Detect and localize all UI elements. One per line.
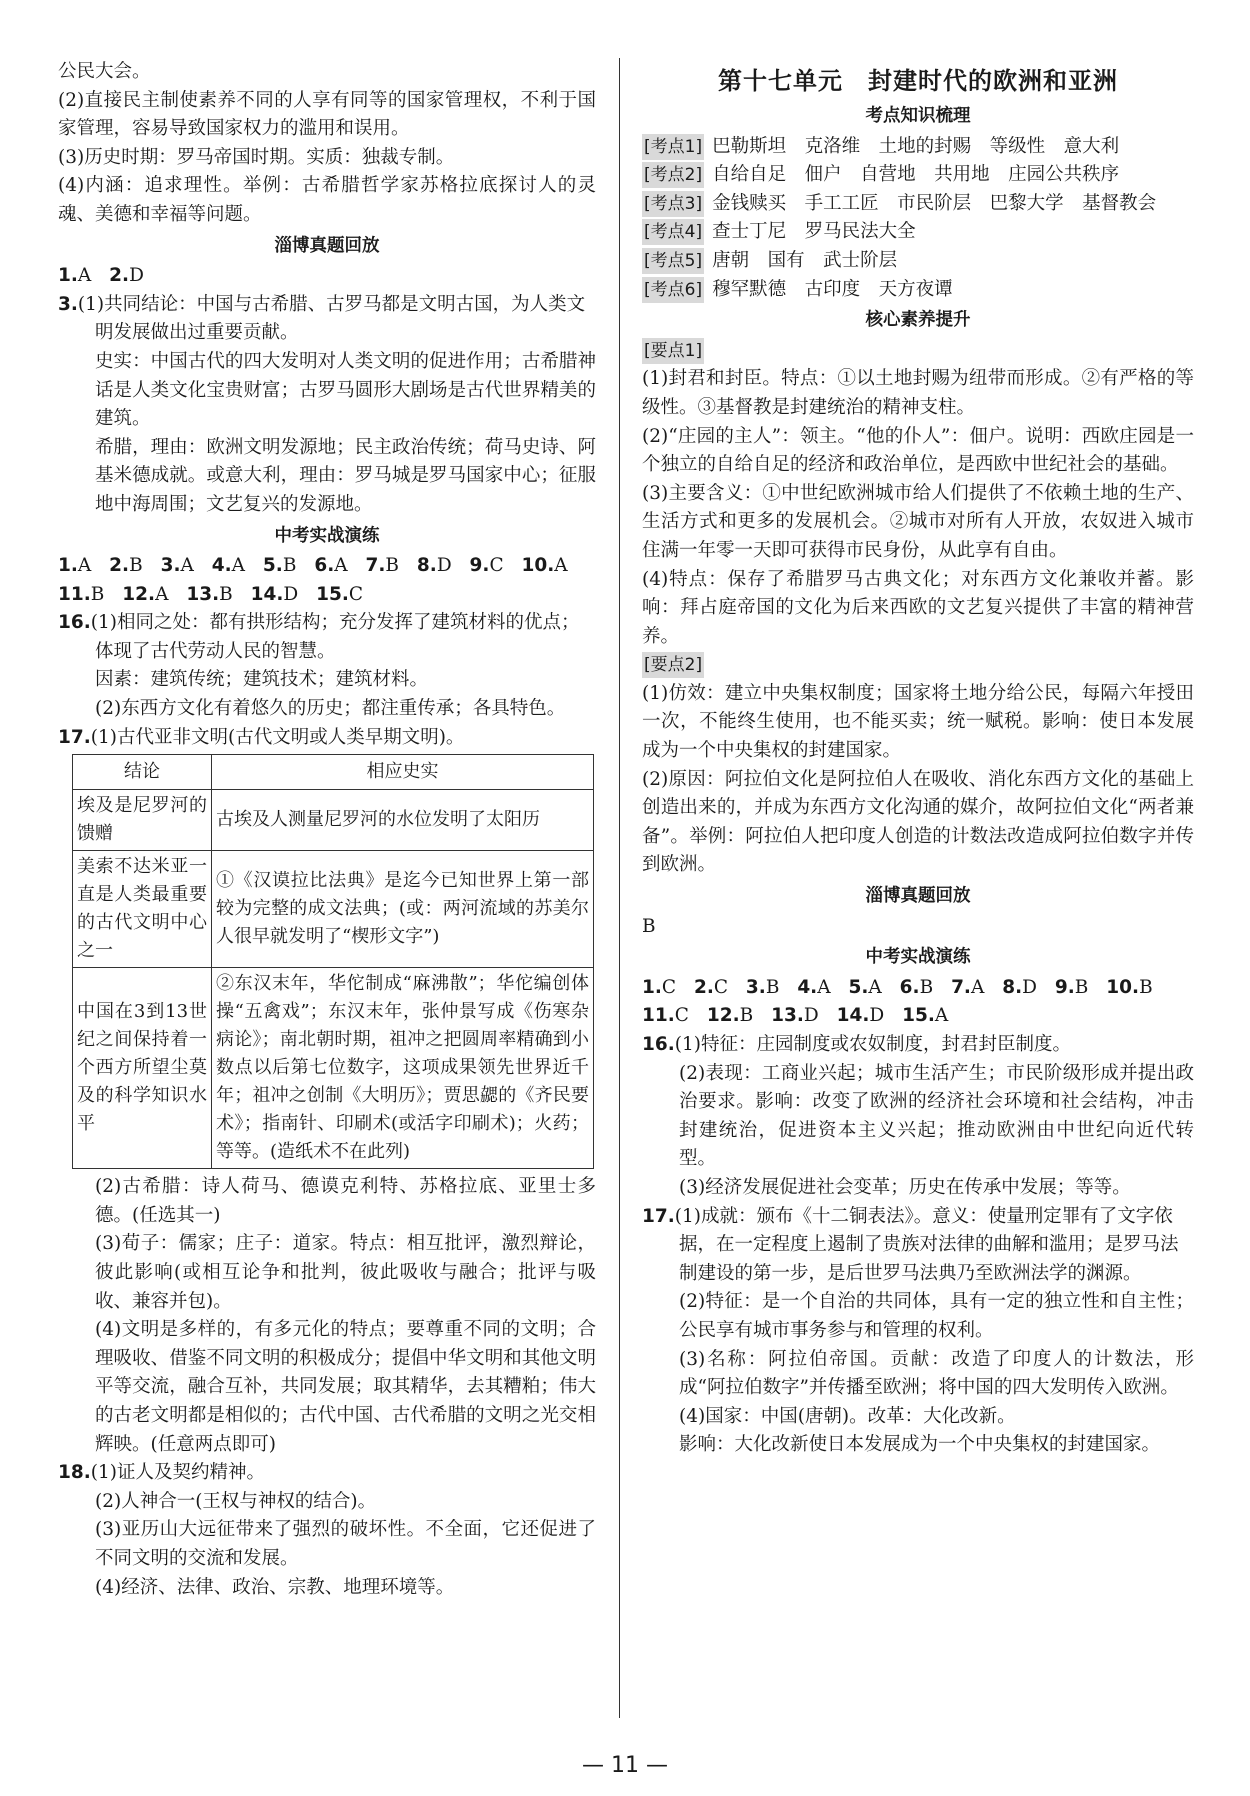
kaodian-item: [考点1] 巴勒斯坦 克洛维 土地的封赐 等级性 意大利: [642, 133, 1194, 162]
answer-item: 13.B: [186, 583, 233, 605]
question-17: 17.(1)成就：颁布《十二铜表法》。意义：使量刑定罪有了文字依据，在一定程度上遏制了贵族对法律的曲解和滥用；是罗马法制建设的第一步，是后世罗马法典乃至欧洲法学的渊源。: [642, 1205, 1179, 1284]
answer-text: (2)古希腊：诗人荷马、德谟克利特、苏格拉底、亚里士多德。(任选其一): [95, 1176, 596, 1226]
table-cell: ②东汉末年，华佗制成“麻沸散”；华佗编创体操“五禽戏”；东汉末年，张仲景写成《伤寒杂病论》；南北朝时期，祖冲之把圆周率精确到小数点以后第七位数字，这项成果领先世界近千年；祖冲之创制《大明历》；贾思勰的《齐民要术》；指南针、印刷术(或活字印刷术)；火药；等等。(造纸术不在此列): [212, 968, 594, 1169]
kaodian-item: [考点4] 查士丁尼 罗马民法大全: [642, 218, 1194, 247]
answer-item: 7.A: [951, 976, 985, 998]
answer-text: (3)亚历山大远征带来了强烈的破坏性。不全面，它还促进了不同文明的交流和发展。: [95, 1519, 596, 1569]
answer-item: 3.A: [160, 555, 194, 577]
answer-text: (2)特征：是一个自治的共同体，具有一定的独立性和自主性；公民享有城市事务参与和管理的权利。: [679, 1291, 1194, 1341]
table-cell: 中国在3到13世纪之间保持着一个西方所望尘莫及的科学知识水平: [73, 968, 212, 1169]
section-heading: 考点知识梳理: [865, 106, 971, 126]
answer-item: 2.B: [109, 555, 143, 577]
table-cell: 埃及是尼罗河的馈赠: [73, 790, 212, 851]
answer-item: 11.C: [642, 1005, 689, 1027]
question-3: 3.(1)共同结论：中国与古希腊、古罗马都是文明古国，为人类文明发展做出过重要贡献。: [58, 293, 586, 344]
answer-text: 公民大会。: [58, 61, 151, 82]
kaodian-item: [考点3] 金钱赎买 手工工匠 市民阶层 巴黎大学 基督教会: [642, 190, 1194, 219]
section-heading: 核心素养提升: [865, 310, 971, 331]
kaodian-tag: [考点2]: [642, 162, 704, 188]
answer-item: 5.A: [848, 976, 882, 998]
section-heading: 淄博真题回放: [865, 886, 971, 907]
answer-text: 影响：大化改新使日本发展成为一个中央集权的封建国家。: [679, 1434, 1161, 1456]
kaodian-item: [考点2] 自给自足 佃户 自营地 共用地 庄园公共秩序: [642, 161, 1194, 190]
answer-text: (4)内涵：追求理性。举例：古希腊哲学家苏格拉底探讨人的灵魂、美德和幸福等问题。: [58, 175, 596, 225]
answer-row: [642, 1002, 1194, 1031]
table-header: 相应史实: [212, 755, 594, 790]
answer-row: [58, 552, 596, 581]
answer-item: 2.C: [693, 976, 729, 998]
yaodian-tag: [要点1]: [642, 338, 704, 364]
left-column: [58, 58, 596, 1602]
question-16: 16.(1)特征：庄园制度或农奴制度，封君封臣制度。: [642, 1034, 1071, 1055]
answer-item: 4.A: [797, 976, 831, 998]
kaodian-tag: [考点1]: [642, 134, 704, 160]
answer-item: 1.C: [642, 976, 677, 998]
answer-text: (2)“庄园的主人”：领主。“他的仆人”：佃户。说明：西欧庄园是一个独立的自给自足的经济和政治单位，是西欧中世纪社会的基础。: [642, 425, 1194, 476]
kaodian-item: [考点6] 穆罕默德 古印度 天方夜谭: [642, 276, 1194, 305]
page-number: — 11 —: [582, 1753, 668, 1778]
answer-item: 9.B: [1054, 976, 1089, 998]
right-column: [642, 58, 1194, 1460]
question-16: 16.(1)相同之处：都有拱形结构；充分发挥了建筑材料的优点；体现了古代劳动人民的智慧。: [58, 612, 580, 662]
yaodian-tag-row: [642, 337, 1194, 366]
section-heading: 中考实战演练: [274, 525, 380, 546]
answer-text: (3)主要含义：①中世纪欧洲城市给人们提供了不依赖土地的生产、生活方式和更多的发展机会。②城市对所有人开放，农奴进入城市住满一年零一天即可获得市民身份，从此享有自由。: [642, 482, 1194, 561]
section-heading: 中考实战演练: [865, 947, 971, 968]
answer-item: 15.C: [316, 583, 364, 605]
answer-item: 1.A: [58, 555, 92, 577]
answer-row: [642, 974, 1194, 1003]
answer-text: (3)经济发展促进社会变革；历史在传承中发展；等等。: [679, 1176, 1131, 1198]
answer-item: 12.B: [706, 1005, 754, 1027]
answer-row: [58, 262, 596, 291]
kaodian-tag: [考点4]: [642, 219, 704, 245]
answer-item: 8.D: [1002, 976, 1037, 998]
table-row: [73, 851, 594, 968]
answer-text: (2)表现：工商业兴起；城市生活产生；市民阶级形成并提出政治要求。影响：改变了欧洲的经济社会环境和社会结构，冲击封建统治，促进资本主义兴起；推动欧洲由中世纪向近代转型。: [679, 1062, 1194, 1170]
answer-item: 15.A: [902, 1005, 949, 1027]
column-divider: [619, 58, 620, 1718]
answer-text: (3)历史时期：罗马帝国时期。实质：独裁专制。: [58, 146, 455, 168]
table-header: 结论: [73, 755, 212, 790]
answer-item: 6.B: [899, 976, 934, 998]
table-cell: 古埃及人测量尼罗河的水位发明了太阳历: [212, 790, 594, 851]
answer-row: [58, 581, 596, 610]
answer-text: (2)人神合一(王权与神权的结合)。: [95, 1490, 377, 1512]
unit-title: 第十七单元 封建时代的欧洲和亚洲: [718, 67, 1118, 95]
civilization-table: [72, 754, 594, 1169]
answer-item: 11.B: [58, 583, 105, 605]
answer-item: 12.A: [122, 583, 169, 605]
answer-item: 2.D: [109, 265, 144, 287]
kaodian-item: [考点5] 唐朝 国有 武士阶层: [642, 247, 1194, 276]
answer-item: 7.B: [365, 555, 400, 577]
section-heading: 淄博真题回放: [274, 235, 380, 256]
answer-item: 14.D: [250, 583, 299, 605]
kaodian-tag: [考点3]: [642, 191, 704, 217]
yaodian-tag: [要点2]: [642, 652, 704, 678]
answer-text: (1)封君和封臣。特点：①以土地封赐为纽带而形成。②有严格的等级性。③基督教是封建统治的精神支柱。: [642, 368, 1194, 418]
answer-item: 4.A: [211, 555, 246, 577]
answer-item: 6.A: [314, 555, 348, 577]
answer-item: 9.C: [469, 555, 504, 577]
answer-text: 希腊，理由：欧洲文明发源地；民主政治传统；荷马史诗、阿基米德成就。或意大利，理由：罗马城是罗马国家中心；征服地中海周围；文艺复兴的发源地。: [95, 436, 596, 515]
answer-text: (4)文明是多样的，有多元化的特点；要尊重不同的文明；合理吸收、借鉴不同文明的积极成分；提倡中华文明和其他文明平等交流，融合互补，共同发展；取其精华，去其糟粕；伟大的古老文明都是相似的；古代中国、古代希腊的文明之光交相辉映。(任意两点即可): [95, 1319, 596, 1455]
answer-item: 13.D: [771, 1005, 819, 1027]
kaodian-tag: [考点5]: [642, 248, 704, 274]
answer-item: 10.B: [1106, 976, 1153, 998]
table-row: [73, 968, 594, 1169]
answer-item: 5.B: [262, 555, 297, 577]
answer-item: 14.D: [836, 1005, 885, 1027]
question-17: 17.(1)古代亚非文明(古代文明或人类早期文明)。: [58, 726, 465, 748]
answer-text: (4)经济、法律、政治、宗教、地理环境等。: [95, 1576, 455, 1598]
answer-text: B: [642, 915, 656, 937]
answer-text: (4)特点：保存了希腊罗马古典文化；对东西方文化兼收并蓄。影响：拜占庭帝国的文化为后来西欧的文艺复兴提供了丰富的精神营养。: [642, 568, 1194, 647]
question-18: 18.(1)证人及契约精神。: [58, 1462, 265, 1484]
answer-item: 1.A: [58, 265, 92, 287]
table-row: [73, 790, 594, 851]
answer-text: (3)荀子：儒家；庄子：道家。特点：相互批评，激烈辩论，彼此影响(或相互论争和批判，彼此吸收与融合；批评与吸收、兼容并包)。: [95, 1233, 596, 1312]
answer-text: 史实：中国古代的四大发明对人类文明的促进作用；古希腊神话是人类文化宝贵财富；古罗马圆形大剧场是古代世界精美的建筑。: [95, 350, 596, 430]
answer-item: 10.A: [521, 555, 568, 577]
answer-text: (1)仿效：建立中央集权制度；国家将土地分给公民，每隔六年授田一次，不能终生使用，也不能买卖；统一赋税。影响：使日本发展成为一个中央集权的封建国家。: [642, 682, 1194, 762]
table-cell: 美索不达米亚一直是人类最重要的古代文明中心之一: [73, 851, 212, 968]
answer-item: 8.D: [416, 555, 452, 577]
answer-text: (3)名称：阿拉伯帝国。贡献：改造了印度人的计数法，形成“阿拉伯数字”并传播至欧洲；将中国的四大发明传入欧洲。: [679, 1348, 1194, 1399]
answer-text: (4)国家：中国(唐朝)。改革：大化改新。: [679, 1405, 1016, 1427]
answer-text: (2)原因：阿拉伯文化是阿拉伯人在吸收、消化东西方文化的基础上创造出来的，并成为东西方文化沟通的媒介，故阿拉伯文化“两者兼备”。举例：阿拉伯人把印度人创造的计数法改造成阿拉伯数字并传到欧洲。: [642, 768, 1194, 876]
table-cell: ①《汉谟拉比法典》是迄今已知世界上第一部较为完整的成文法典；(或：两河流域的苏美尔人很早就发明了“楔形文字”): [212, 851, 594, 968]
answer-item: 3.B: [745, 976, 780, 998]
answer-text: (2)直接民主制使素养不同的人享有同等的国家管理权，不利于国家管理，容易导致国家权力的滥用和误用。: [58, 89, 596, 140]
kaodian-tag: [考点6]: [642, 277, 704, 303]
answer-text: 因素：建筑传统；建筑技术；建筑材料。: [95, 669, 429, 691]
yaodian-tag-row: [642, 651, 1194, 680]
answer-text: (2)东西方文化有着悠久的历史；都注重传承；各具特色。: [95, 698, 566, 720]
